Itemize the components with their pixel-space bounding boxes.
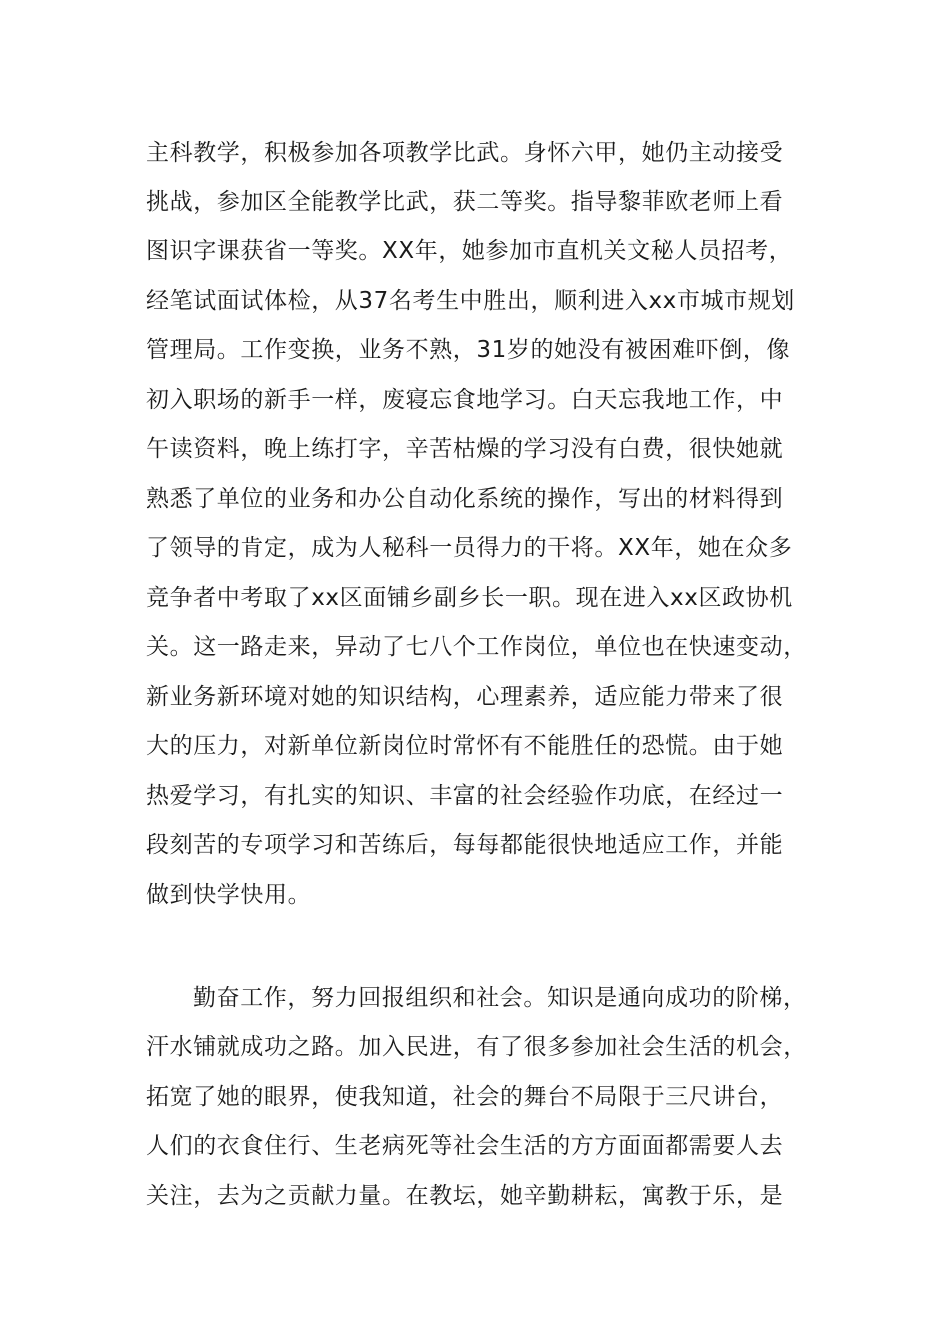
text-line: 人们的衣食住行、生老病死等社会生活的方方面面都需要人去: [146, 1133, 784, 1159]
text-line: 大的压力，对新单位新岗位时常怀有不能胜任的恐慌。由于她: [146, 733, 784, 759]
text-line: 关注，去为之贡献力量。在教坛，她辛勤耕耘，寓教于乐，是: [146, 1183, 784, 1209]
text-line: 做到快学快用。: [146, 882, 312, 908]
text-line: 初入职场的新手一样，废寝忘食地学习。白天忘我地工作，中: [146, 387, 784, 413]
text-line: 竞争者中考取了xx区面铺乡副乡长一职。现在进入xx区政协机: [146, 585, 793, 611]
text-line: 管理局。工作变换，业务不熟，31岁的她没有被困难吓倒，像: [146, 337, 791, 363]
text-line: 挑战，参加区全能教学比武，获二等奖。指导黎菲欧老师上看: [146, 189, 784, 215]
text-line: 了领导的肯定，成为人秘科一员得力的干将。XX年，她在众多: [146, 535, 793, 561]
text-line: 主科教学，积极参加各项教学比武。身怀六甲，她仍主动接受: [146, 140, 784, 166]
text-line: 图识字课获省一等奖。XX年，她参加市直机关文秘人员招考，: [146, 238, 793, 264]
text-line: 关。这一路走来，异动了七八个工作岗位，单位也在快速变动，: [146, 634, 807, 660]
text-line: 午读资料，晚上练打字，辛苦枯燥的学习没有白费，很快她就: [146, 436, 784, 462]
text-line: 段刻苦的专项学习和苦练后，每每都能很快地适应工作，并能: [146, 832, 784, 858]
text-line: 熟悉了单位的业务和办公自动化系统的操作，写出的材料得到: [146, 486, 784, 512]
text-line: 拓宽了她的眼界，使我知道，社会的舞台不局限于三尺讲台，: [146, 1084, 784, 1110]
text-line: 勤奋工作，努力回报组织和社会。知识是通向成功的阶梯，: [193, 985, 807, 1011]
text-line: 汗水铺就成功之路。加入民进，有了很多参加社会生活的机会，: [146, 1034, 807, 1060]
text-line: 新业务新环境对她的知识结构，心理素养，适应能力带来了很: [146, 684, 784, 710]
text-line: 经笔试面试体检，从37名考生中胜出，顺利进入xx市城市规划: [146, 288, 795, 314]
text-line: 热爱学习，有扎实的知识、丰富的社会经验作功底，在经过一: [146, 783, 784, 809]
